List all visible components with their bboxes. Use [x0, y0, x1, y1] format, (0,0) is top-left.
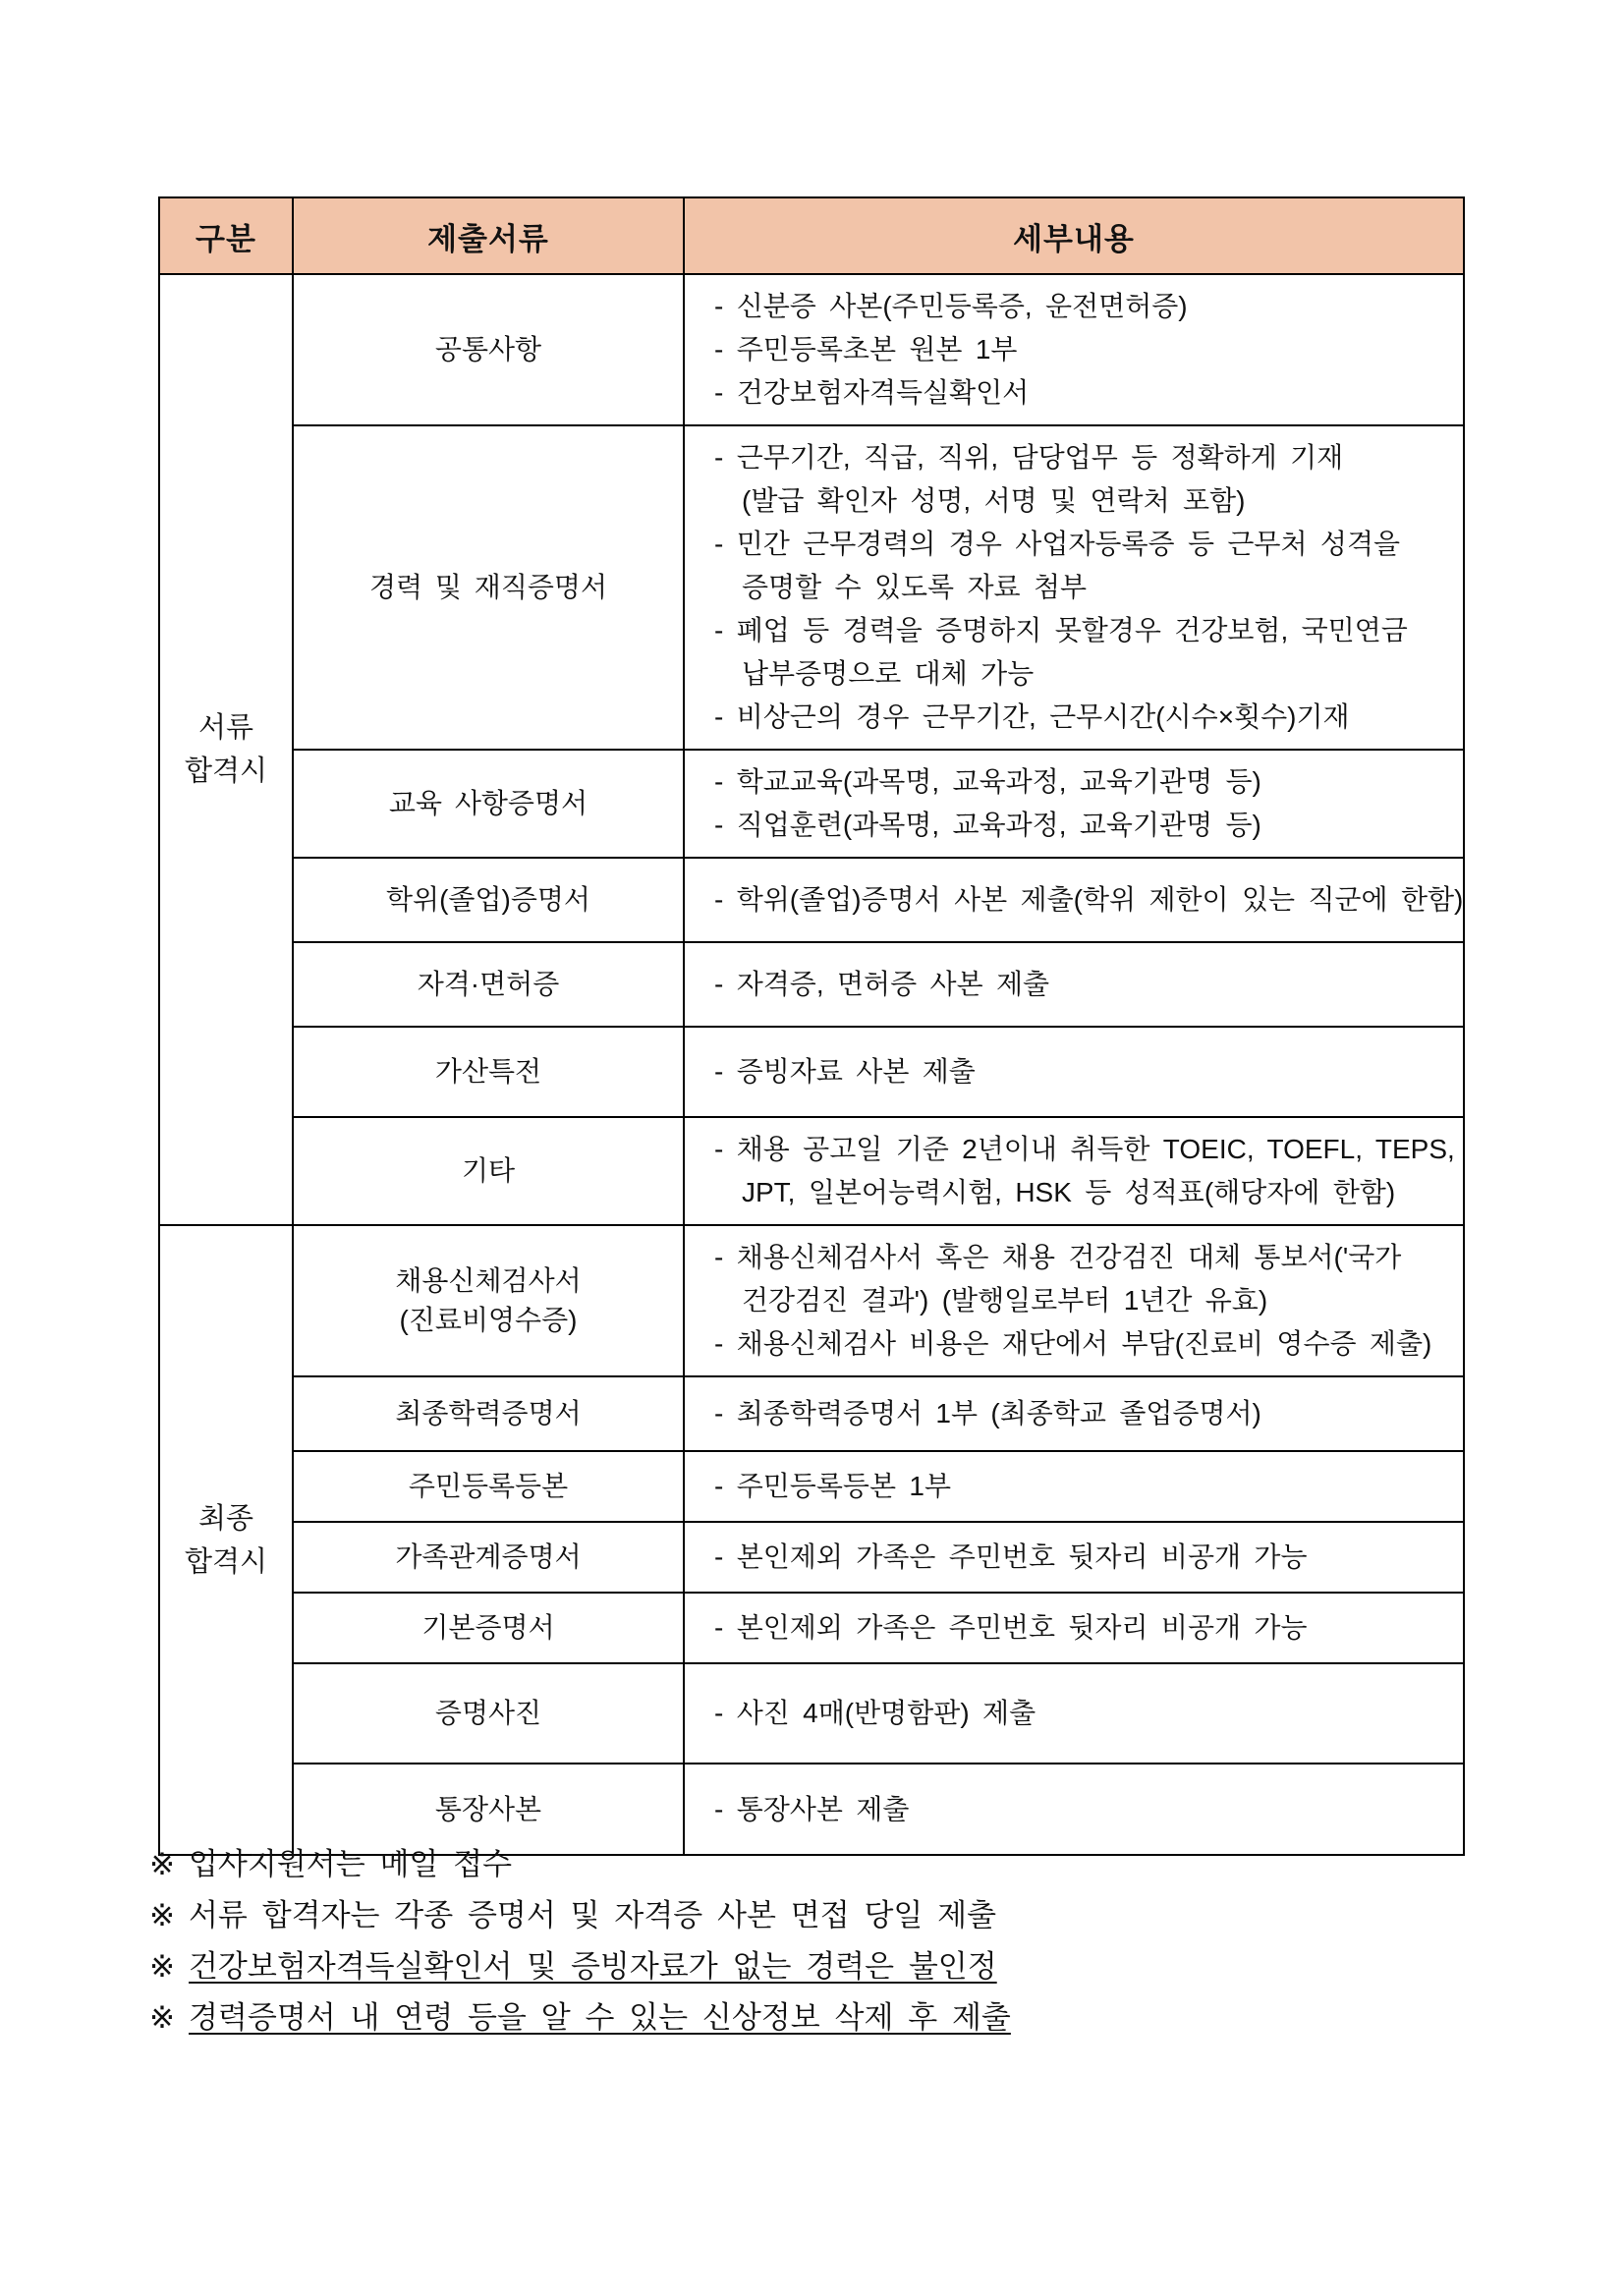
doc-cell [293, 1663, 684, 1764]
reference-mark: ※ [149, 1898, 175, 1932]
doc-name: 학위(졸업)증명서 [386, 884, 590, 915]
reference-mark: ※ [149, 2000, 175, 2035]
doc-name: 기타 [461, 1155, 516, 1186]
footnotes [149, 1839, 1011, 2044]
doc-name: 교육 사항증명서 [388, 788, 588, 818]
table-row [159, 1225, 1464, 1376]
doc-name: 경력 및 재직증명서 [368, 572, 608, 602]
detail-line: - 학위(졸업)증명서 사본 제출(학위 제한이 있는 직군에 한함) [714, 884, 1464, 915]
detail-line: - 본인제외 가족은 주민번호 뒷자리 비공개 가능 [714, 1541, 1308, 1572]
doc-name: 통장사본 [434, 1793, 542, 1824]
details-cell [684, 1663, 1464, 1764]
note [149, 1890, 1011, 1941]
detail-line: - 민간 근무경력의 경우 사업자등록증 등 근무처 성격을 [714, 529, 1401, 559]
detail-line: - 사진 4매(반명함판) 제출 [714, 1698, 1036, 1728]
detail-line: 건강검진 결과') (발행일로부터 1년간 유효) [742, 1285, 1268, 1316]
table-row [159, 1522, 1464, 1593]
doc-cell [293, 1451, 684, 1522]
header-cell-category: 구분 [159, 197, 293, 274]
detail-line: - 근무기간, 직급, 직위, 담당업무 등 정확하게 기재 [714, 442, 1344, 473]
table-row [159, 1593, 1464, 1663]
detail-line: - 비상근의 경우 근무기간, 근무시간(시수×횟수)기재 [714, 701, 1350, 732]
doc-cell [293, 1376, 684, 1451]
doc-cell [293, 425, 684, 750]
table-row [159, 1376, 1464, 1451]
details-cell [684, 1225, 1464, 1376]
reference-mark: ※ [149, 1847, 175, 1881]
detail-line: - 폐업 등 경력을 증명하지 못할경우 건강보험, 국민연금 [714, 615, 1408, 645]
details-cell [684, 1593, 1464, 1663]
detail-line: - 최종학력증명서 1부 (최종학교 졸업증명서) [714, 1398, 1261, 1428]
table-row [159, 1117, 1464, 1225]
group-label-line: 합격시 [184, 756, 268, 787]
note-text: 서류 합격자는 각종 증명서 및 자격증 사본 면접 당일 제출 [188, 1898, 997, 1932]
detail-line: - 신분증 사본(주민등록증, 운전면허증) [714, 291, 1188, 321]
detail-line: - 채용신체검사 비용은 재단에서 부담(진료비 영수증 제출) [714, 1328, 1432, 1359]
group-cell-final-pass [159, 1225, 293, 1855]
detail-line: (발급 확인자 성명, 서명 및 연락처 포함) [742, 485, 1246, 516]
doc-name: 공통사항 [434, 334, 542, 364]
details-cell [684, 1522, 1464, 1593]
group-label-line: 최종 [197, 1502, 254, 1535]
detail-line: - 채용 공고일 기준 2년이내 취득한 TOEIC, TOEFL, TEPS, [714, 1134, 1455, 1164]
doc-name: 기본증명서 [421, 1612, 555, 1643]
details-cell [684, 858, 1464, 942]
doc-cell [293, 1027, 684, 1117]
table-row [159, 1451, 1464, 1522]
table-row [159, 750, 1464, 858]
table-row [159, 1027, 1464, 1117]
doc-name: 채용신체검사서 [395, 1265, 582, 1296]
table-row [159, 858, 1464, 942]
doc-cell [293, 1225, 684, 1376]
details-cell [684, 1027, 1464, 1117]
detail-line: - 자격증, 면허증 사본 제출 [714, 969, 1050, 999]
detail-line: - 증빙자료 사본 제출 [714, 1056, 976, 1087]
table-header-row [159, 197, 1464, 274]
doc-cell [293, 858, 684, 942]
note-text: 건강보험자격득실확인서 및 증빙자료가 없는 경력은 불인정 [188, 1949, 997, 1984]
doc-name: 가족관계증명서 [395, 1541, 582, 1572]
note-text: 입사지원서는 메일 접수 [188, 1847, 513, 1881]
detail-line: - 학교교육(과목명, 교육과정, 교육기관명 등) [714, 766, 1261, 797]
doc-name: 최종학력증명서 [395, 1398, 582, 1428]
doc-name: 가산특전 [434, 1056, 542, 1087]
note [149, 1839, 1011, 1890]
table-row [159, 274, 1464, 425]
detail-line: - 본인제외 가족은 주민번호 뒷자리 비공개 가능 [714, 1612, 1308, 1643]
detail-line: - 직업훈련(과목명, 교육과정, 교육기관명 등) [714, 810, 1261, 840]
detail-line: - 건강보험자격득실확인서 [714, 377, 1030, 408]
table-row [159, 1663, 1464, 1764]
doc-cell [293, 1593, 684, 1663]
doc-cell [293, 750, 684, 858]
group-label-line: 서류 [197, 712, 254, 744]
submission-documents-table [158, 196, 1465, 1856]
details-cell [684, 1117, 1464, 1225]
detail-line: - 주민등록등본 1부 [714, 1471, 951, 1501]
doc-cell [293, 1522, 684, 1593]
detail-line: 납부증명으로 대체 가능 [742, 658, 1035, 689]
header-cell-documents: 제출서류 [293, 197, 684, 274]
group-cell-document-pass [159, 274, 293, 1225]
doc-name: 자격·면허증 [417, 969, 560, 999]
doc-cell [293, 942, 684, 1027]
details-cell [684, 1451, 1464, 1522]
note [149, 1992, 1011, 2044]
reference-mark: ※ [149, 1949, 175, 1984]
detail-line: - 채용신체검사서 혹은 채용 건강검진 대체 통보서('국가 [714, 1242, 1402, 1272]
doc-name: 증명사진 [434, 1698, 542, 1728]
note [149, 1941, 1011, 1992]
details-cell [684, 425, 1464, 750]
doc-name-sub: (진료비영수증) [399, 1305, 578, 1335]
header-cell-details: 세부내용 [684, 197, 1464, 274]
group-label-line: 합격시 [184, 1545, 268, 1578]
detail-line: JPT, 일본어능력시험, HSK 등 성적표(해당자에 한함) [742, 1177, 1396, 1207]
doc-cell [293, 1117, 684, 1225]
details-cell [684, 942, 1464, 1027]
details-cell [684, 274, 1464, 425]
table-row [159, 942, 1464, 1027]
detail-line: - 주민등록초본 원본 1부 [714, 334, 1018, 364]
details-cell [684, 1376, 1464, 1451]
note-text: 경력증명서 내 연령 등을 알 수 있는 신상정보 삭제 후 제출 [188, 2000, 1011, 2035]
detail-line: 증명할 수 있도록 자료 첨부 [742, 572, 1088, 602]
details-cell [684, 750, 1464, 858]
table-row [159, 425, 1464, 750]
doc-name: 주민등록등본 [408, 1471, 569, 1501]
detail-line: - 통장사본 제출 [714, 1793, 910, 1824]
doc-cell [293, 274, 684, 425]
